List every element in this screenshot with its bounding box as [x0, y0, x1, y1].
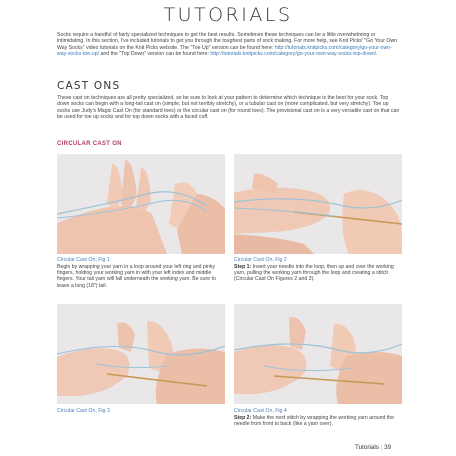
page-number: 39 [384, 444, 392, 451]
figure-2-description: Insert your needle into the loop, then up and over the working yarn, pulling the working yarn through the loop and creating a stitch (Circular Cast On Figures 2 and 3). [234, 264, 394, 283]
footer-section: Tutorials [355, 444, 379, 451]
figure-4-photo [234, 304, 402, 404]
figure-2-caption: Circular Cast On, Fig 2 [234, 257, 287, 263]
intro-text-3: . [376, 50, 378, 57]
figure-2-photo [234, 154, 402, 254]
figure-2-text [234, 264, 402, 283]
figure-2-step: Step 1: [234, 264, 252, 270]
figure-1-description: Begin by wrapping your yarn in a loop around your left ring and pinky fingers, holding your working yarn in with your left index and middle fingers. Your tail yarn will fall underneath the working yarn. Be sure to leave a long (18") tail. [57, 264, 216, 289]
intro-paragraph [57, 32, 402, 57]
figure-3-caption: Circular Cast On, Fig 3 [57, 408, 110, 414]
footer [355, 444, 391, 451]
figure-4-text [234, 415, 402, 427]
top-down-link[interactable]: http://tutorials.knitpicks.com/category/go-your-own-way-socks-top-down/ [210, 50, 377, 57]
figure-4-step: Step 2: [234, 415, 252, 421]
section-body: These cast on techniques are all pretty specialized, so be sure to look at your pattern to determine which technique is the best for your sock. Top down socks can begin with a long-tail cast on (simple, but not terribly stretchy), or a tubular cast on (more complicated, but very stretchy). Toe up socks use Judy's Magic Cast On (for standard toes) or the circular cast on (for round toes). The provisional cast on is a very versatile cast on that can be used for toe up socks and for top down socks with a faced cuff. [57, 95, 400, 120]
subheading: CIRCULAR CAST ON [57, 141, 122, 147]
figure-1-text [57, 264, 225, 289]
intro-text-1: Socks require a handful of fairly specialized techniques to get the best results. Sometimes these techniques can be a little overwhelming or intimidating. In this section, I've included tutorials to get you through the toughest parts of sock making. For more help, see Knit Picks' "Go Your Own Way Socks" video tutorials on the Knit Picks website. The "Toe Up" version can be found here: [57, 32, 398, 51]
figure-1-photo [57, 154, 225, 254]
figure-3-photo [57, 304, 225, 404]
figure-4-caption: Circular Cast On, Fig 4 [234, 408, 287, 414]
page-title: TUTORIALS [163, 4, 293, 26]
intro-text-2: and the "Top Down" version can be found here: [99, 50, 211, 57]
footer-separator: | [380, 444, 383, 451]
section-heading: CAST ONS [57, 80, 121, 92]
toe-up-link[interactable]: http://tutorials.knitpicks.com/category/go-your-own-way-socks-toe-up/ [57, 44, 392, 57]
figure-4-description: Make the next stitch by wrapping the working yarn around the needle from front to back (like a yarn over). [234, 415, 395, 428]
figure-1-caption: Circular Cast On, Fig 1 [57, 257, 110, 263]
